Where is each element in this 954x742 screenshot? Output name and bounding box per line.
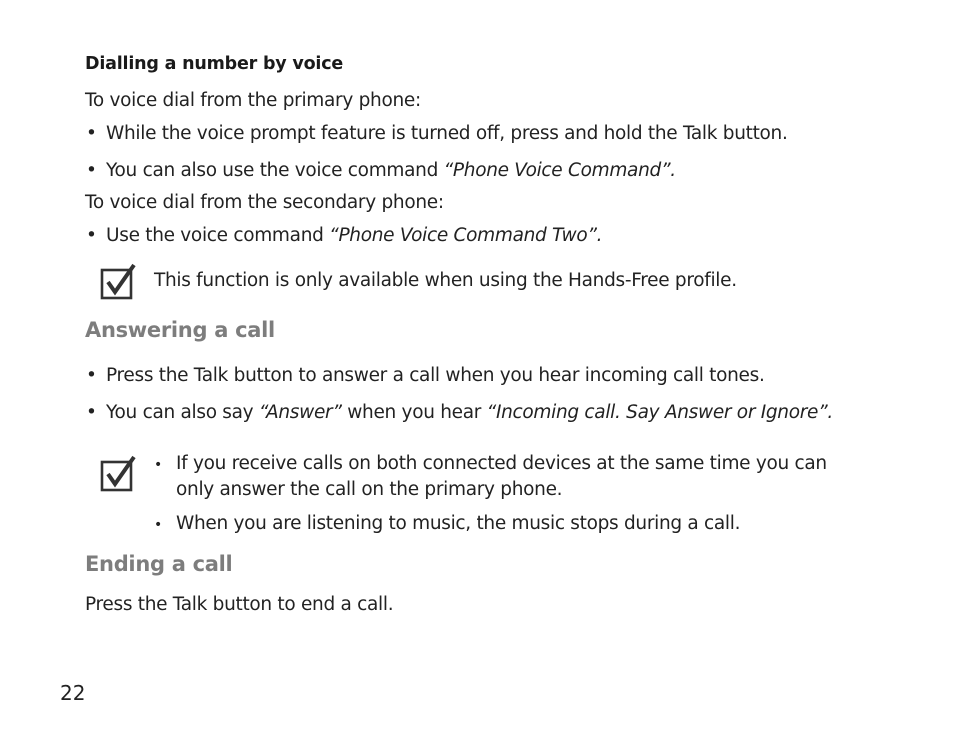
bullet-marker: • xyxy=(154,457,163,473)
checkbox-check-icon xyxy=(100,454,138,492)
voice-dial-bullet-2 xyxy=(106,160,676,182)
voice-command-two-quote: “Phone Voice Command Two”. xyxy=(329,225,603,246)
bullet-text: when you hear xyxy=(341,402,487,423)
bullet-marker: • xyxy=(86,402,97,423)
heading-ending-call: Ending a call xyxy=(85,552,233,576)
bullet-marker: • xyxy=(86,123,97,144)
incoming-call-quote: “Incoming call. Say Answer or Ignore”. xyxy=(486,402,833,423)
bullet-text: Use the voice command xyxy=(106,225,330,246)
bullet-marker: • xyxy=(86,365,97,386)
checkbox-check-icon xyxy=(100,262,138,300)
subheading-voice-dial: Dialling a number by voice xyxy=(85,54,344,74)
intro-secondary-phone: To voice dial from the secondary phone: xyxy=(85,192,444,213)
bullet-marker: • xyxy=(86,160,97,181)
answering-bullet-1: Press the Talk button to answer a call when you hear incoming call tones. xyxy=(106,365,765,386)
intro-primary-phone: To voice dial from the primary phone: xyxy=(85,90,421,111)
bullet-text: You can also use the voice command xyxy=(106,160,444,181)
note-hands-free: This function is only available when using the Hands-Free profile. xyxy=(154,270,737,291)
answer-quote: “Answer” xyxy=(258,402,342,423)
page-number: 22 xyxy=(60,681,86,705)
heading-answering-call: Answering a call xyxy=(85,318,275,342)
voice-command-quote: “Phone Voice Command”. xyxy=(443,160,676,181)
note-music-stops: When you are listening to music, the music stops during a call. xyxy=(176,513,741,534)
bullet-text: You can also say xyxy=(106,402,259,423)
note-both-devices-line-1: If you receive calls on both connected devices at the same time you can xyxy=(176,453,827,474)
voice-dial-bullet-3 xyxy=(106,225,602,247)
answering-bullet-2 xyxy=(106,402,833,424)
voice-dial-bullet-1: While the voice prompt feature is turned off, press and hold the Talk button. xyxy=(106,123,788,144)
note-both-devices-line-2: only answer the call on the primary phone. xyxy=(176,479,563,500)
bullet-marker: • xyxy=(86,225,97,246)
ending-call-text: Press the Talk button to end a call. xyxy=(85,594,394,615)
bullet-marker: • xyxy=(154,517,163,533)
